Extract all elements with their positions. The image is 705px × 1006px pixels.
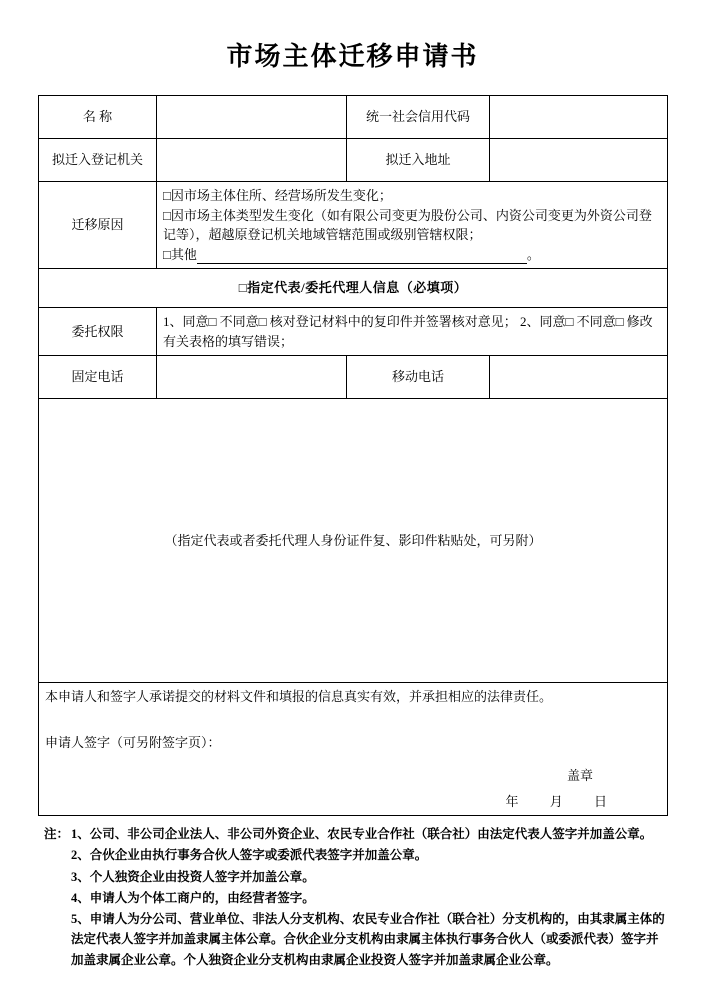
label-target-registry: 拟迁入登记机关 xyxy=(39,139,157,182)
agent-section-banner[interactable]: □指定代表/委托代理人信息（必填项） xyxy=(39,269,668,308)
footnote-item: 3、个人独资企业由投资人签字并加盖公章。 xyxy=(71,869,315,884)
page-title: 市场主体迁移申请书 xyxy=(226,42,479,71)
reason-option-3-input[interactable] xyxy=(197,250,527,264)
agent-detail-table xyxy=(38,398,668,816)
field-mobile-phone[interactable] xyxy=(490,356,668,399)
reason-option-2[interactable]: □因市场主体类型发生变化（如有限公司变更为股份公司、内资公司变更为外资公司登记等），超越原登记机关地域管辖范围或级别管辖权限； xyxy=(163,207,652,242)
field-target-address[interactable] xyxy=(490,139,668,182)
table-row-authority xyxy=(39,308,668,356)
table-row-promise xyxy=(39,683,668,816)
label-fixed-phone: 固定电话 xyxy=(39,356,157,399)
seal-label: 盖章 xyxy=(567,768,594,783)
footnotes-label: 注： xyxy=(44,827,70,841)
application-form-table xyxy=(38,95,668,399)
field-entity-name[interactable] xyxy=(157,96,347,139)
authority-option-1[interactable]: 1、同意□ 不同意□ 核对登记材料中的复印件并签署核对意见； xyxy=(163,314,517,329)
footnote-item: 4、申请人为个体工商户的，由经营者签字。 xyxy=(71,890,315,905)
promise-statement: 本申请人和签字人承诺提交的材料文件和填报的信息真实有效，并承担相应的法律责任。 xyxy=(45,689,553,704)
table-row-reason xyxy=(39,182,668,269)
footnotes-body xyxy=(71,824,667,971)
footnote-item: 1、公司、非公司企业法人、非公司外资企业、农民专业合作社（联合社）由法定代表人签字并加盖公章。 xyxy=(71,827,653,841)
reason-option-3-label: □其他 xyxy=(163,246,197,262)
field-credit-code[interactable] xyxy=(490,96,668,139)
applicant-signature-label[interactable]: 申请人签字（可另附签字页）： xyxy=(45,734,221,750)
label-credit-code: 统一社会信用代码 xyxy=(347,96,490,139)
reason-option-3[interactable] xyxy=(163,245,661,265)
table-row-paste-area xyxy=(39,399,668,683)
label-target-address: 拟迁入地址 xyxy=(347,139,490,182)
promise-section xyxy=(39,683,668,816)
table-row-agent-banner xyxy=(39,269,668,308)
reason-option-3-suffix: 。 xyxy=(526,246,540,262)
table-row-name xyxy=(39,96,668,139)
label-migration-reason: 迁移原因 xyxy=(39,182,157,269)
date-line[interactable]: 年 月 日 xyxy=(505,793,622,809)
footnote-item: 5、申请人为分公司、营业单位、非法人分支机构、农民专业合作社（联合社）分支机构的，由其隶属主体的法定代表人签字并加盖隶属主体公章。合伙企业分支机构由隶属主体执行事务合伙人（或委派代表）签字并加盖隶属企业公章。个人独资企业分支机构由隶属企业投资人签字并加盖隶属企业公章。 xyxy=(71,912,665,967)
table-row-contact xyxy=(39,356,668,399)
label-mobile-phone: 移动电话 xyxy=(347,356,490,399)
id-copy-paste-area[interactable]: （指定代表或者委托代理人身份证件复、影印件粘贴处，可另附） xyxy=(39,399,668,683)
delegated-authority-options xyxy=(157,308,668,356)
field-fixed-phone[interactable] xyxy=(157,356,347,399)
footnotes xyxy=(38,824,667,971)
authority-option-2[interactable]: 2、同意□ 不同意□ 修改有关表格的填写错误； xyxy=(163,314,653,349)
reason-option-1[interactable]: □因市场主体住所、经营场所发生变化； xyxy=(163,188,392,203)
label-entity-name: 名 称 xyxy=(39,96,157,139)
field-target-registry[interactable] xyxy=(157,139,347,182)
footnote-item: 2、合伙企业由执行事务合伙人签字或委派代表签字并加盖公章。 xyxy=(71,848,428,863)
label-delegated-authority: 委托权限 xyxy=(39,308,157,356)
migration-reason-options xyxy=(157,182,668,269)
table-row-registry xyxy=(39,139,668,182)
document-page xyxy=(0,36,705,1006)
